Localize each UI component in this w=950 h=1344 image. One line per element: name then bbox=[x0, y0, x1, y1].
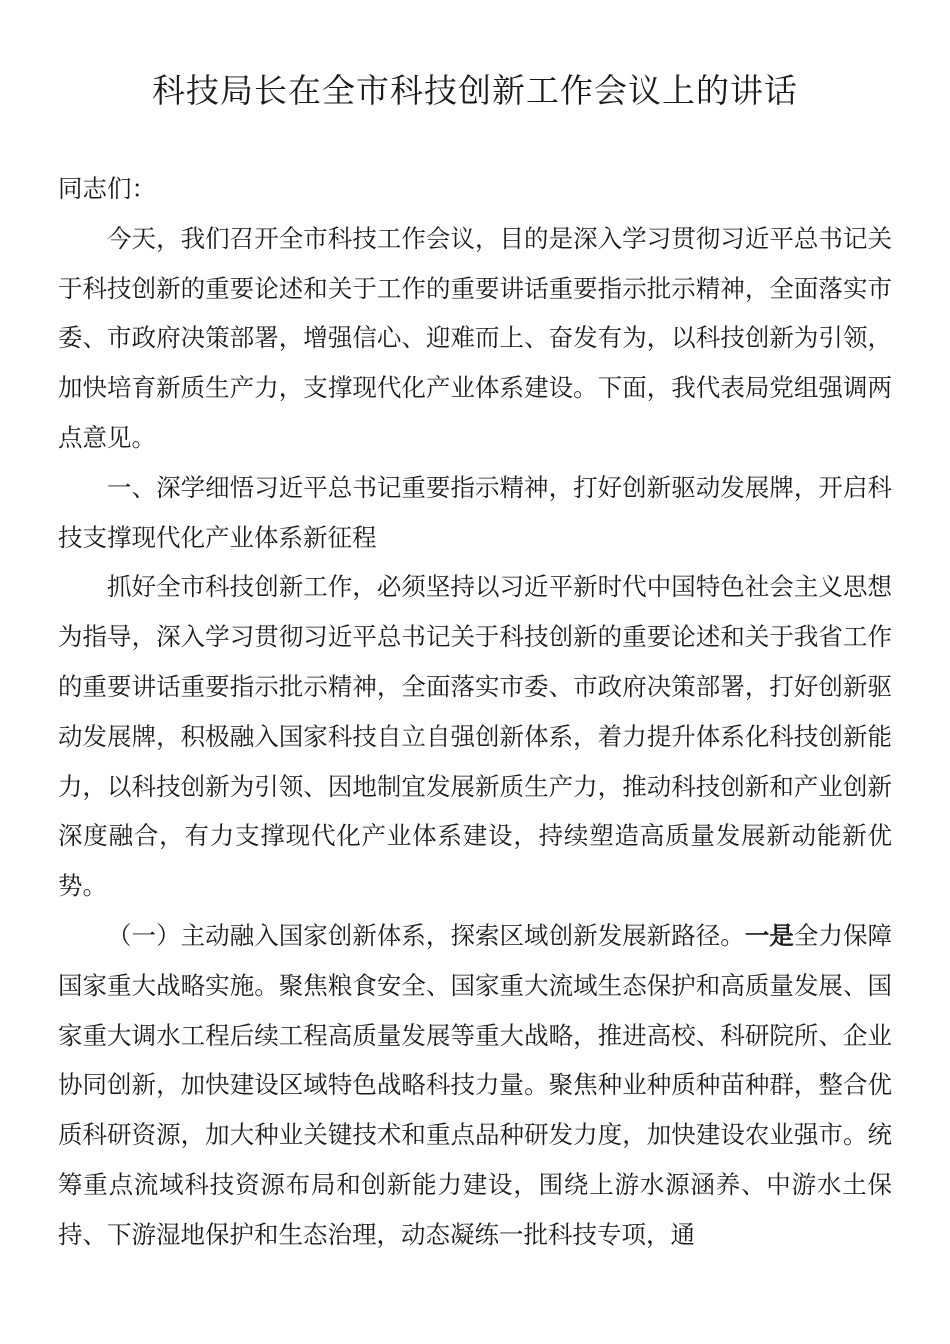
document-title: 科技局长在全市科技创新工作会议上的讲话 bbox=[152, 71, 798, 110]
subsection-1-lead: （一）主动融入国家创新体系，探索区域创新发展新路径。 bbox=[107, 920, 745, 950]
subsection-1-paragraph bbox=[58, 911, 892, 1260]
section-1-paragraph: 抓好全市科技创新工作，必须坚持以习近平新时代中国特色社会主义思想为指导，深入学习贯彻习近平总书记关于科技创新的重要论述和关于我省工作的重要讲话重要指示批示精神，全面落实市委、市政府决策部署，打好创新驱动发展牌，积极融入国家科技自立自强创新体系，着力提升体系化科技创新能力，以科技创新为引领、因地制宜发展新质生产力，推动科技创新和产业创新深度融合，有力支撑现代化产业体系建设，持续塑造高质量发展新动能新优势。 bbox=[58, 572, 892, 901]
salutation: 同志们： bbox=[58, 174, 156, 203]
section-heading-1: 一、深学细悟习近平总书记重要指示精神，打好创新驱动发展牌，开启科技支撑现代化产业体系新征程 bbox=[58, 472, 892, 552]
subsection-1-bold-marker: 一是 bbox=[744, 920, 794, 950]
intro-paragraph: 今天，我们召开全市科技工作会议，目的是深入学习贯彻习近平总书记关于科技创新的重要论述和关于工作的重要讲话重要指示批示精神，全面落实市委、市政府决策部署，增强信心、迎难而上、奋发有为，以科技创新为引领，加快培育新质生产力，支撑现代化产业体系建设。下面，我代表局党组强调两点意见。 bbox=[58, 223, 892, 452]
subsection-1-text: 全力保障国家重大战略实施。聚焦粮食安全、国家重大流域生态保护和高质量发展、国家重大调水工程后续工程高质量发展等重大战略，推进高校、科研院所、企业协同创新，加快建设区域特色战略科技力量。聚焦种业种质种苗种群，整合优质科研资源，加大种业关键技术和重点品种研发力度，加快建设农业强市。统筹重点流域科技资源布局和创新能力建设，围绕上游水源涵养、中游水土保持、下游湿地保护和生态治理，动态凝练一批科技专项，通 bbox=[58, 920, 893, 1249]
document-body bbox=[58, 164, 892, 1260]
